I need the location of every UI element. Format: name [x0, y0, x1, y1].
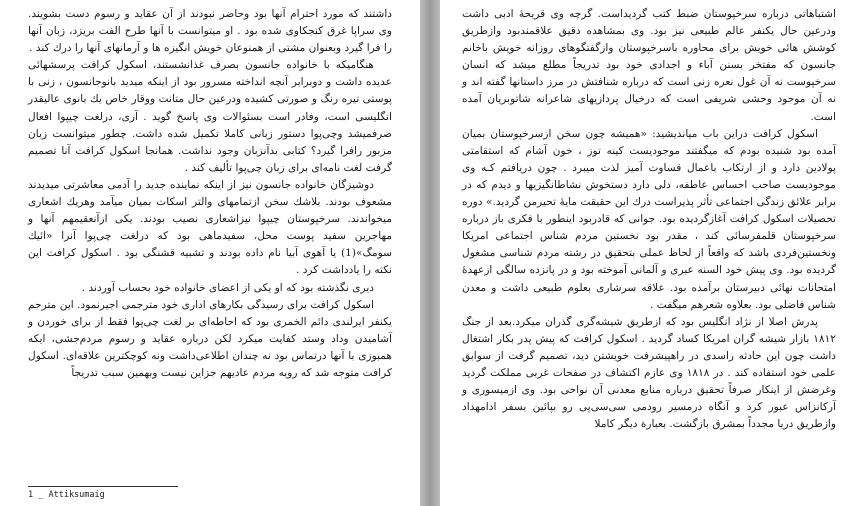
left-paragraph-2: هنگامیکه با خانواده جانسون بصرف غذانشستند، اسکول کرافت پرسشهائی عدیده داشت و دوبرابر آنچه انداخته مسرور بود از اینکه میدید بانوجانسون ، زنی با پوستی تیره رنگ و صورتی کشیده ودرعین حال متانت ووقار خاص یك بانوی عالیقدر انگلیسی است، وفادر است بسئوالات وی پاسخ گوید . آری، درلغت چیپوا افعال صرفمیشد وچی‌پوا دستور زبانی کاملا تکمیل شده داشت. چطور میتوانست زبان مزبور رافرا گیرد؟ کتابی بدآنزبان وجود نداشت. همانجا اسکول کرافت آنا تصمیم گرفت لغت نامه‌ای برای زبان چی‌پوا تألیف کند .	[28, 59, 392, 174]
footnote-rule	[28, 486, 178, 487]
right-paragraph-1: اشتباهاتی درباره سرخپوستان ضبط کتب گردیداست. گرچه وی قریحهٔ ادبی داشت ودرعین حال یکنفر عالم طبیعی نیز بود. وی بمشاهده دقیق علاقمندبود وازطریق کوشش‌ هائی خویش برای محاوره باسرخپوستان وازگفتگوهای روزانه خویش باخانم جانسون که مفتخر بسنن آباء و اجدادی خود بود تدریجاً مطلع میشد که انسان سرخپوست نه آن غول نعره زنی است که درباره شنافتش در مرز داستانها گفته اند و نه آن موجود وحشی شریفی است که درخیال پردازیهای شاعرانه شاتوبریان آمده است.	[462, 8, 836, 123]
left-paragraph-5: اسکول کرافت برای رسیدگی بکارهای اداری خود مترجمی اجیرنمود. این مترجم یکنفر ایرلندی دائم الخمری بود که احاطه‌ای بر لغت چی‌پوا فقط از برای خوردن و آشامیدن وداد وستد کفایت میکرد لکن درباره عقاید و رسوم مردم‌جشی، ایکه همبوزی با آنها درتماس بود نه چندان اطلاعی‌داشت ونه کوچکترین علاقه‌ای. اسکول کرافت متوجه شد که رویه مردم عادیهم جزاین نیست وبهمین سبب تدریجاً	[28, 298, 392, 379]
right-page-text	[462, 6, 836, 433]
left-paragraph-4: دیری نگذشته بود که او یکی از اعضای خانواده خود بحساب آوردند .	[81, 281, 374, 294]
right-page	[440, 0, 862, 506]
book-gutter	[420, 0, 440, 506]
left-page-text	[28, 6, 392, 382]
left-paragraph-1: داشتند که مورد احترام آنها بود وحاضر نبودند از آن عقاید و رسوم دست بشویند. وی سراپا غرق کنجکاوی شده بود . او میتوانست با آنها طرح الفت بریزد، زبان آنها را فرا گیرد وبعنوان مشتی از همنوعان خویش انگیزه ها و آرمانهای آنها را درك کند .	[28, 8, 392, 55]
footnote: 1 _ Attiksumaig	[28, 490, 105, 500]
right-paragraph-3: پدرش اصلا از نژاد انگلیس بود که ازطریق شیشه‌گری گذران میکرد.بعد از جنگ ۱۸۱۲ بازار شیشه گران امریکا کساد گردید . اسکول کرافت که پیش پدر بکار اشتغال داشت چون این حادثه راسدی در راهپیشرفت خویشتن دید، تصمیم گرفت از سوابق علمی خود استفاده کند . در ۱۸۱۸ وی عازم اکتشاف در صفحات غربی مملکت گردید وغرضش از اینکار صرفاً تحقیق درباره منابع معدنی آن نواحی بود. وی ازمیسوری و آرکانزاس عبور کرد و آنگاه درمسیر رودمی سی‌سی‌پی رو بپائین بسفر ادامهداد وازطریق دریا مجدداً بمشرق بازگشت. بعبارة دیگر کاملا	[462, 315, 836, 431]
left-page	[0, 0, 420, 506]
left-paragraph-3: دوشیزگان خانواده جانسون نیز از اینکه نماینده جدید را آدمی معاشرتی میدیدند مشعوف بودند. بلاشك سخن ازتمامهای والتر اسکات بمیان میآمد وهریك اشعاری میخواندند. سرخپوستان چیپوا نیزاشعاری نصیب بودند. یکی ازآنعقیمهم آنها و مهاجرین سفید پوست محل، سفیدماهی بود که درلغت چی‌پوا آنرا «ائیك سومگ»(1) یا آهوی آبیا نام داده بودند و تشبیه قشنگی بود . اسکول کرافت این نکته را یادداشت کرد .	[28, 178, 392, 277]
right-paragraph-2: اسکول کرافت دراین باب میاندیشید: «همیشه چون سخن ازسرخپوستان بمیان آمده بود شنیده بودم که میگفتند موجودیست کینه توز ، خون آشام که استقامتی پولادین دارد و از ارتکاب باعمال قساوت آمیز لذت میبرد . چون دریافتم کـه وی موجودیست صاحب احساس عاطفه، دلی دارد دستخوش نشاطانگیزیها و دیدم که در برابر علائق زندگی اجتماعی تأثر پذیراست درك این حقیقت مایهٔ تحیرمن گردید.» دوره تحصیلات اسکول کرافت آغازگردیده بود. جوانی که قادربود اینطور با فکری باز درباره سرخپوستان قلمفرسائی کند ، مقدر بود نخستین مردم شناس اجتماعی امریکا ونخستین‌فردی باشد که واقعاً از لحاظ عملی بتحقیق در رشته مردم شناسی مشغول گردیده بود. وی پیش خود السنه عبری و آلمانی آموخته بود و در پانزده سالگی ازعهدهٔ امتحانات نهائی دبیرستان برآمده بود. علاقه سرشاری بعلوم طبیعی داشت و معدن شناس فاضلی بود. بعلاوه شعرهم میگفت .	[462, 127, 836, 311]
